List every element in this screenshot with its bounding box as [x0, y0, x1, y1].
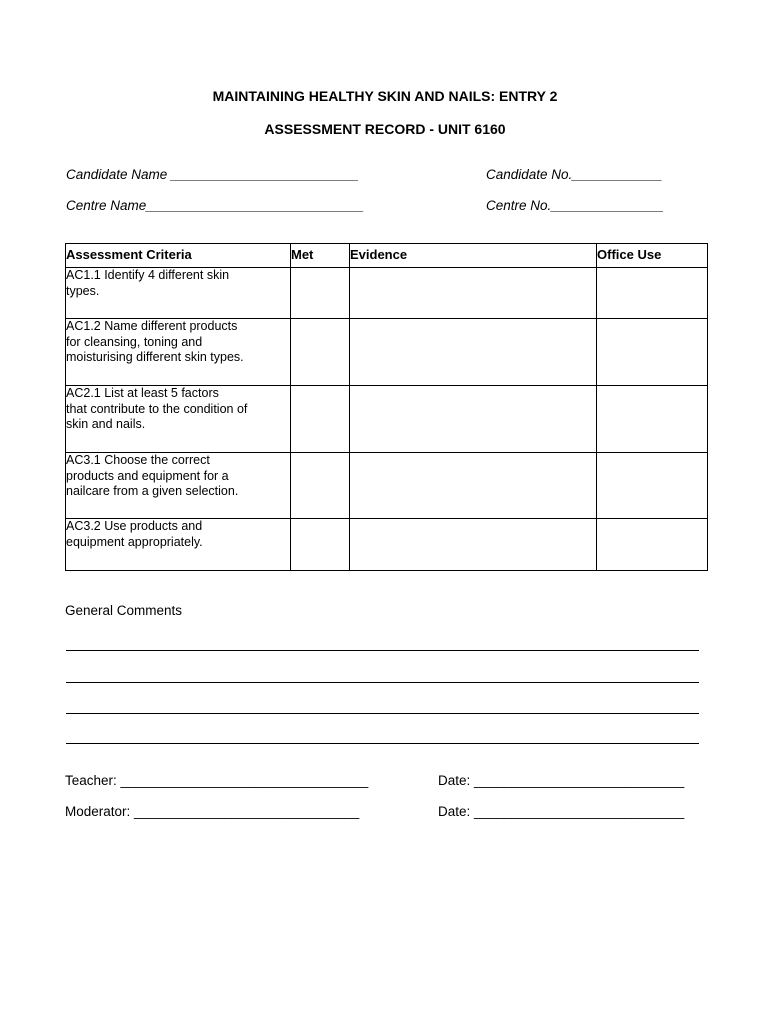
- office-use-cell[interactable]: [597, 268, 708, 319]
- centre-number-field[interactable]: Centre No._______________: [486, 198, 664, 213]
- criteria-cell: [66, 453, 291, 519]
- evidence-cell[interactable]: [350, 519, 597, 571]
- criteria-line: types.: [66, 283, 100, 298]
- table-row: [66, 319, 708, 386]
- header-met: Met: [291, 244, 350, 268]
- comment-line[interactable]: [66, 682, 699, 683]
- evidence-cell[interactable]: [350, 268, 597, 319]
- header-assessment-criteria: Assessment Criteria: [66, 244, 291, 268]
- met-cell[interactable]: [291, 386, 350, 453]
- moderator-date-field[interactable]: Date: ____________________________: [438, 804, 685, 819]
- criteria-line: AC1.2 Name different products: [66, 319, 238, 333]
- criteria-cell: [66, 268, 291, 319]
- criteria-line: moisturising different skin types.: [66, 350, 244, 364]
- criteria-line: AC1.1 Identify 4 different skin: [66, 268, 230, 282]
- evidence-cell[interactable]: [350, 319, 597, 386]
- met-cell[interactable]: [291, 268, 350, 319]
- general-comments-label: General Comments: [65, 603, 183, 618]
- comment-line[interactable]: [66, 743, 699, 744]
- table-row: [66, 519, 708, 571]
- criteria-line: for cleansing, toning and: [66, 334, 203, 349]
- centre-name-field[interactable]: Centre Name_____________________________: [66, 198, 365, 213]
- table-row: [66, 453, 708, 519]
- evidence-cell[interactable]: [350, 386, 597, 453]
- met-cell[interactable]: [291, 453, 350, 519]
- header-office-use: Office Use: [597, 244, 708, 268]
- comment-line[interactable]: [66, 650, 699, 651]
- comment-line[interactable]: [66, 713, 699, 714]
- table-header-row: [66, 244, 708, 268]
- criteria-cell: [66, 386, 291, 453]
- office-use-cell[interactable]: [597, 386, 708, 453]
- criteria-line: AC3.1 Choose the correct: [66, 453, 210, 467]
- table-row: [66, 386, 708, 453]
- criteria-cell: [66, 319, 291, 386]
- criteria-line: skin and nails.: [66, 417, 146, 431]
- met-cell[interactable]: [291, 319, 350, 386]
- office-use-cell[interactable]: [597, 453, 708, 519]
- candidate-name-field[interactable]: Candidate Name _________________________: [66, 167, 359, 182]
- office-use-cell[interactable]: [597, 319, 708, 386]
- evidence-cell[interactable]: [350, 453, 597, 519]
- header-evidence: Evidence: [350, 244, 597, 268]
- criteria-line: AC3.2 Use products and: [66, 519, 203, 533]
- criteria-line: AC2.1 List at least 5 factors: [66, 386, 219, 400]
- teacher-signature-field[interactable]: Teacher: _________________________________: [65, 773, 369, 788]
- assessment-criteria-table: [65, 243, 708, 571]
- criteria-cell: [66, 519, 291, 571]
- table-row: [66, 268, 708, 319]
- moderator-signature-field[interactable]: Moderator: ______________________________: [65, 804, 360, 819]
- criteria-line: equipment appropriately.: [66, 534, 203, 549]
- document-subtitle: ASSESSMENT RECORD - UNIT 6160: [264, 121, 506, 137]
- criteria-line: products and equipment for a: [66, 468, 229, 483]
- criteria-line: nailcare from a given selection.: [66, 484, 239, 498]
- candidate-number-field[interactable]: Candidate No.____________: [486, 167, 663, 182]
- met-cell[interactable]: [291, 519, 350, 571]
- criteria-line: that contribute to the condition of: [66, 401, 248, 416]
- teacher-date-field[interactable]: Date: ____________________________: [438, 773, 685, 788]
- document-title: MAINTAINING HEALTHY SKIN AND NAILS: ENTRY 2: [212, 88, 558, 104]
- office-use-cell[interactable]: [597, 519, 708, 571]
